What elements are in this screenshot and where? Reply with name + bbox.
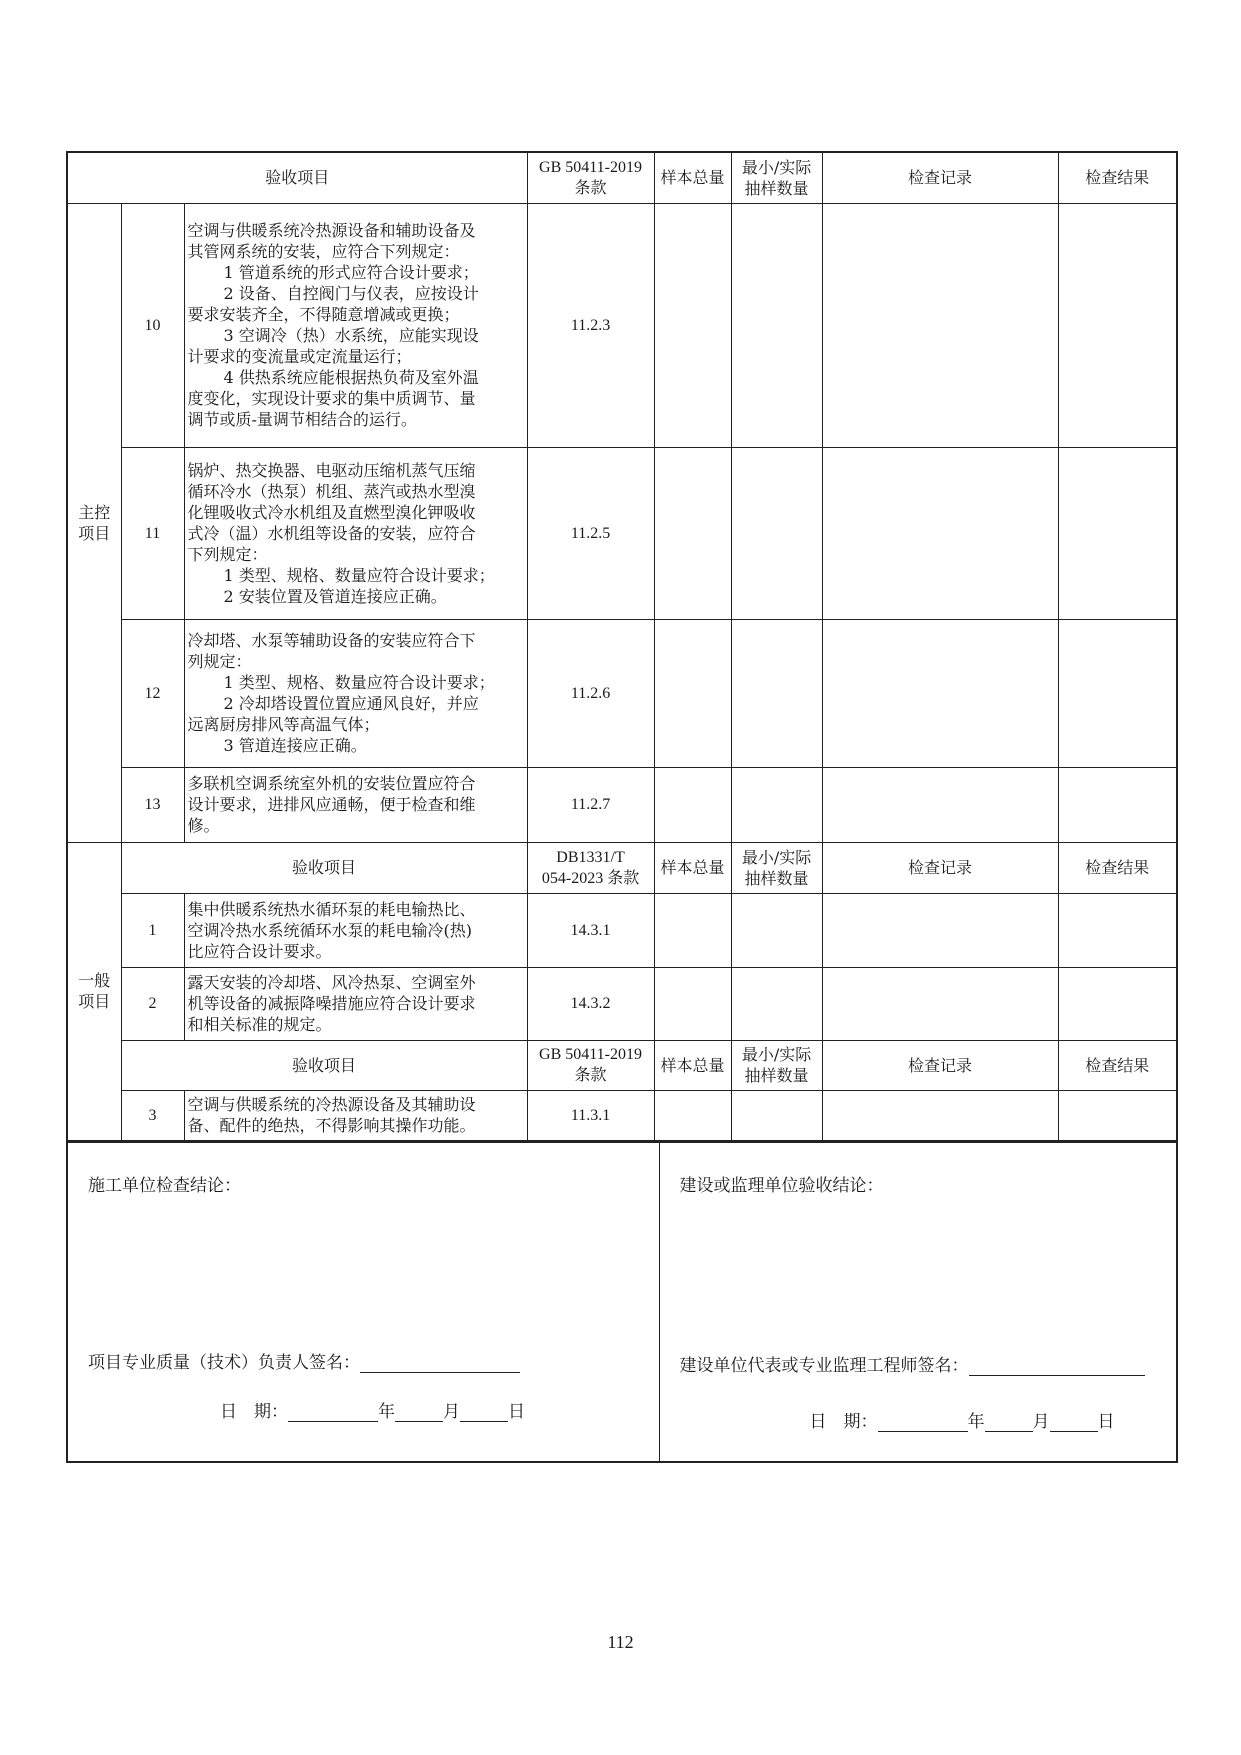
category-label-line1: 一般 <box>78 971 111 991</box>
total-cell[interactable] <box>654 447 731 619</box>
total-cell[interactable] <box>654 967 731 1040</box>
header-sample <box>731 152 822 203</box>
header-clause-line2: 054-2023 条款 <box>541 869 640 887</box>
acceptance-form <box>66 151 1176 1463</box>
sample-cell[interactable] <box>731 203 822 447</box>
result-cell[interactable] <box>1058 1090 1177 1141</box>
item-line: 集中供暖系统热水循环泵的耗电输热比、 <box>187 899 476 919</box>
header-clause-line1: DB1331/T <box>556 848 625 866</box>
item-line: 3 管道连接应正确。 <box>223 736 367 755</box>
header-row-gb-repeat <box>67 1040 1177 1090</box>
clause-cell: 11.3.1 <box>527 1090 654 1141</box>
page-number: 112 <box>607 1632 634 1652</box>
record-cell[interactable] <box>822 1090 1058 1141</box>
item-line: 备、配件的绝热，不得影响其操作功能。 <box>187 1116 476 1136</box>
header-record: 检查记录 <box>822 1040 1058 1090</box>
header-sample <box>731 1040 822 1090</box>
item-line: 和相关标准的规定。 <box>187 1015 332 1034</box>
header-total: 样本总量 <box>654 1040 731 1090</box>
item-line: 其管网系统的安装，应符合下列规定： <box>187 242 460 261</box>
day-label: 日 <box>1097 1412 1115 1432</box>
header-sample-line2: 抽样数量 <box>744 868 809 888</box>
item-line: 2 冷却塔设置位置应通风良好，并应 <box>223 694 479 713</box>
category-label-line2: 项目 <box>78 992 111 1012</box>
result-cell[interactable] <box>1058 203 1177 447</box>
contractor-conclusion-title: 施工单位检查结论： <box>88 1176 241 1196</box>
supervisor-date-label: 日 期： <box>809 1412 878 1432</box>
sample-cell[interactable] <box>731 1090 822 1141</box>
record-cell[interactable] <box>822 447 1058 619</box>
supervisor-signature-row <box>680 1351 1145 1376</box>
item-line: 露天安装的冷却塔、风冷热泵、空调室外 <box>187 973 476 992</box>
item-line: 设计要求，进排风应通畅，便于检查和维 <box>187 795 476 814</box>
item-line: 空调与供暖系统冷热源设备和辅助设备及 <box>187 221 476 240</box>
clause-cell: 14.3.1 <box>527 893 654 967</box>
contractor-signature-label: 项目专业质量（技术）负责人签名： <box>88 1353 360 1373</box>
item-description <box>184 893 527 967</box>
category-general <box>67 842 121 1141</box>
header-total: 样本总量 <box>654 152 731 203</box>
item-description <box>184 767 527 842</box>
item-line: 机等设备的减振降噪措施应符合设计要求 <box>187 994 476 1013</box>
table-row <box>67 767 1177 842</box>
contractor-conclusion <box>67 1143 659 1463</box>
row-number: 10 <box>121 203 184 447</box>
item-description <box>184 1090 527 1141</box>
table-row <box>67 893 1177 967</box>
table-row <box>67 967 1177 1040</box>
result-cell[interactable] <box>1058 967 1177 1040</box>
table-row <box>67 1090 1177 1141</box>
contractor-day-field[interactable] <box>460 1403 508 1422</box>
item-line: 冷却塔、水泵等辅助设备的安装应符合下 <box>187 631 476 650</box>
total-cell[interactable] <box>654 767 731 842</box>
header-clause-line2: 条款 <box>574 1067 607 1084</box>
header-record: 检查记录 <box>822 152 1058 203</box>
item-line: 要求安装齐全，不得随意增减或更换； <box>187 305 460 324</box>
contractor-signature-row <box>88 1348 520 1373</box>
year-label: 年 <box>378 1402 395 1422</box>
item-line: 2 安装位置及管道连接应正确。 <box>223 586 447 606</box>
supervisor-month-field[interactable] <box>985 1413 1033 1432</box>
row-number: 13 <box>121 767 184 842</box>
item-line: 修。 <box>187 816 220 835</box>
item-line: 2 设备、自控阀门与仪表，应按设计 <box>223 284 479 303</box>
item-line: 空调冷热水系统循环水泵的耗电输冷(热) <box>187 920 472 940</box>
category-label-line2: 项目 <box>78 523 111 543</box>
year-label: 年 <box>967 1412 985 1432</box>
record-cell[interactable] <box>822 619 1058 767</box>
sample-cell[interactable] <box>731 967 822 1040</box>
sample-cell[interactable] <box>731 619 822 767</box>
sample-cell[interactable] <box>731 893 822 967</box>
contractor-date-label: 日 期： <box>220 1402 288 1422</box>
header-result: 检查结果 <box>1058 152 1177 203</box>
supervisor-conclusion-title: 建设或监理单位验收结论： <box>679 1176 884 1196</box>
contractor-signature-field[interactable] <box>360 1354 520 1373</box>
total-cell[interactable] <box>654 203 731 447</box>
header-sample-line2: 抽样数量 <box>744 1066 809 1085</box>
header-item: 验收项目 <box>121 1040 527 1090</box>
item-line: 计要求的变流量或定流量运行； <box>187 347 412 366</box>
item-line: 空调与供暖系统的冷热源设备及其辅助设 <box>187 1095 476 1115</box>
item-line: 调节或质-量调节相结合的运行。 <box>187 410 417 429</box>
clause-cell: 11.2.3 <box>527 203 654 447</box>
clause-cell: 11.2.7 <box>527 767 654 842</box>
header-sample-line1: 最小/实际 <box>741 1045 812 1064</box>
record-cell[interactable] <box>822 203 1058 447</box>
supervisor-signature-field[interactable] <box>969 1357 1145 1376</box>
row-number: 3 <box>121 1090 184 1141</box>
row-number: 1 <box>121 893 184 967</box>
result-cell[interactable] <box>1058 893 1177 967</box>
item-line: 度变化，实现设计要求的集中质调节、量 <box>187 389 476 408</box>
signoff-section <box>66 1142 1178 1463</box>
header-record: 检查记录 <box>822 842 1058 893</box>
header-clause <box>527 152 654 203</box>
item-line: 1 类型、规格、数量应符合设计要求； <box>223 673 495 692</box>
supervisor-day-field[interactable] <box>1050 1413 1098 1432</box>
item-description <box>184 447 527 619</box>
item-line: 1 管道系统的形式应符合设计要求； <box>223 263 479 282</box>
item-line: 1 类型、规格、数量应符合设计要求； <box>223 565 495 585</box>
item-line: 下列规定： <box>187 544 268 564</box>
row-number: 11 <box>121 447 184 619</box>
supervisor-year-field[interactable] <box>878 1413 968 1432</box>
header-result: 检查结果 <box>1058 1040 1177 1090</box>
result-cell[interactable] <box>1058 767 1177 842</box>
record-cell[interactable] <box>822 893 1058 967</box>
item-description <box>184 203 527 447</box>
supervisor-conclusion <box>659 1143 1177 1463</box>
item-line: 循环冷水（热泵）机组、蒸汽或热水型溴 <box>187 481 476 501</box>
contractor-month-field[interactable] <box>395 1403 443 1422</box>
day-label: 日 <box>508 1402 525 1422</box>
clause-cell: 11.2.6 <box>527 619 654 767</box>
header-result: 检查结果 <box>1058 842 1177 893</box>
row-number: 12 <box>121 619 184 767</box>
result-cell[interactable] <box>1058 447 1177 619</box>
sample-cell[interactable] <box>731 767 822 842</box>
table-row <box>67 203 1177 447</box>
item-line: 式冷（温）水机组等设备的安装，应符合 <box>187 523 476 543</box>
month-label: 月 <box>1032 1412 1050 1432</box>
month-label: 月 <box>443 1402 460 1422</box>
header-total: 样本总量 <box>654 842 731 893</box>
contractor-year-field[interactable] <box>288 1403 378 1422</box>
header-sample-line1: 最小/实际 <box>741 847 812 867</box>
header-sample-line1: 最小/实际 <box>741 157 812 177</box>
header-clause <box>527 1040 654 1090</box>
item-line: 列规定： <box>187 652 252 671</box>
item-line: 锅炉、热交换器、电驱动压缩机蒸气压缩 <box>187 460 476 480</box>
item-line: 远离厨房排风等高温气体； <box>187 715 380 734</box>
item-description <box>184 619 527 767</box>
item-line: 比应符合设计要求。 <box>187 941 332 961</box>
header-clause-line1: GB 50411-2019 <box>539 1046 643 1063</box>
record-cell[interactable] <box>822 767 1058 842</box>
total-cell[interactable] <box>654 893 731 967</box>
item-description <box>184 967 527 1040</box>
header-clause-line1: GB 50411-2019 <box>539 158 643 176</box>
supervisor-date-row <box>810 1407 1115 1432</box>
item-line: 4 供热系统应能根据热负荷及室外温 <box>223 368 479 387</box>
header-row-gb <box>67 152 1177 203</box>
header-sample-line2: 抽样数量 <box>744 178 809 198</box>
clause-cell: 11.2.5 <box>527 447 654 619</box>
total-cell[interactable] <box>654 619 731 767</box>
supervisor-signature-label: 建设单位代表或专业监理工程师签名： <box>679 1356 969 1376</box>
header-sample <box>731 842 822 893</box>
header-clause-line2: 条款 <box>574 179 607 197</box>
category-main-control <box>67 203 121 842</box>
header-row-db <box>67 842 1177 893</box>
contractor-date-row <box>220 1397 525 1422</box>
item-line: 化锂吸收式冷水机组及直燃型溴化钾吸收 <box>187 502 476 522</box>
header-item: 验收项目 <box>121 842 527 893</box>
header-item: 验收项目 <box>67 152 527 203</box>
inspection-table <box>66 151 1178 1142</box>
category-label-line1: 主控 <box>78 502 111 522</box>
table-row <box>67 619 1177 767</box>
table-row <box>67 447 1177 619</box>
record-cell[interactable] <box>822 967 1058 1040</box>
row-number: 2 <box>121 967 184 1040</box>
item-line: 多联机空调系统室外机的安装位置应符合 <box>187 774 476 793</box>
result-cell[interactable] <box>1058 619 1177 767</box>
header-clause <box>527 842 654 893</box>
total-cell[interactable] <box>654 1090 731 1141</box>
clause-cell: 14.3.2 <box>527 967 654 1040</box>
sample-cell[interactable] <box>731 447 822 619</box>
item-line: 3 空调冷（热）水系统，应能实现设 <box>223 326 479 345</box>
